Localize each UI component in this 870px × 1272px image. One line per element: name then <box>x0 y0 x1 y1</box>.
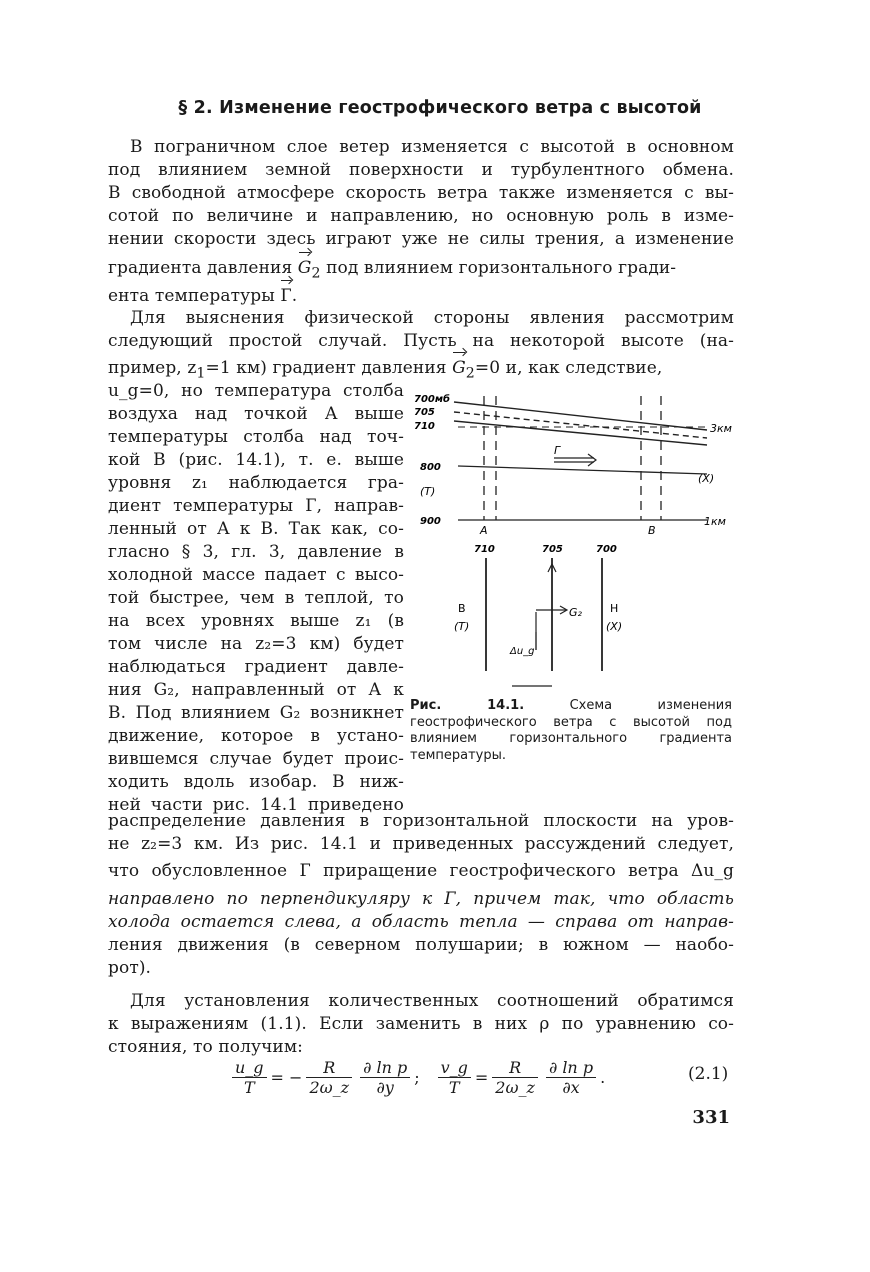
level-label-700: 700мб <box>414 394 451 405</box>
du-label: Δu_g <box>510 646 535 657</box>
fraction <box>546 1058 596 1097</box>
level-label-710: 710 <box>414 421 435 432</box>
numerator: R <box>306 1058 352 1078</box>
caption-text: Схема изменения геострофического ветра с высотой под влиянием горизонтального градиента температуры. <box>410 698 732 763</box>
isobar-700 <box>454 402 707 430</box>
text-line: движение, которое в устано- <box>108 726 404 746</box>
text-line: холода остается слева, а область тепла — справа от направ- <box>108 912 734 932</box>
equals-minus: = − <box>270 1067 303 1087</box>
text-line: том числе на z₂=3 км) будет <box>108 634 404 654</box>
text-line: u_g=0, но температура столба <box>108 381 404 401</box>
region-cold-t: (Т) <box>454 620 470 633</box>
text-line: ния G₂, направленный от А к <box>108 680 404 700</box>
numerator: v_g <box>438 1058 471 1078</box>
subscript: 1 <box>196 365 206 382</box>
numerator: R <box>492 1058 538 1078</box>
vector-gamma: Г <box>280 286 292 306</box>
fraction <box>360 1058 410 1097</box>
text-line: вившемся случае будет проис- <box>108 749 404 769</box>
gamma-arrow-head <box>588 454 596 466</box>
fraction <box>306 1058 352 1097</box>
text-span: . <box>291 286 298 306</box>
level-label-705: 705 <box>414 407 435 418</box>
section-heading: § 2. Изменение геострофического ветра с высотой <box>178 98 702 118</box>
level-label-800: 800 <box>420 462 441 473</box>
vector-g: G <box>452 358 466 378</box>
denominator: T <box>448 1077 460 1097</box>
text-span: пример, z <box>108 358 197 378</box>
figure-caption <box>410 698 732 764</box>
vector-g: G <box>297 258 312 278</box>
text-line: холодной массе падает с высо- <box>108 565 404 585</box>
isobar-710 <box>454 421 707 445</box>
text-span: =0 и, как следствие, <box>474 358 663 378</box>
equation-2-1 <box>228 1052 605 1102</box>
separator: ; <box>414 1067 420 1087</box>
fraction <box>232 1058 267 1097</box>
figure-14-1 <box>412 388 742 693</box>
text-line: что обусловленное Г приращение геострофического ветра Δu_g <box>108 861 734 881</box>
text-span: ента температуры <box>108 286 281 306</box>
text-line <box>108 285 297 307</box>
text-line: той быстрее, чем в теплой, то <box>108 588 404 608</box>
text-line: к выражениям (1.1). Если заменить в них ρ по уравнению со- <box>108 1014 734 1034</box>
text-line: на всех уровнях выше z₁ (в <box>108 611 404 631</box>
text-line: следующий простой случай. Пусть на некоторой высоте (на- <box>108 331 734 351</box>
text-line: гласно § 3, гл. 3, давление в <box>108 542 404 562</box>
text-line: ходить вдоль изобар. В ниж- <box>108 772 404 792</box>
denominator: ∂x <box>562 1077 580 1097</box>
text-line: стояния, то получим: <box>108 1037 304 1057</box>
text-span: =1 км) градиент давления <box>205 358 453 378</box>
text-line: наблюдаться градиент давле- <box>108 657 404 677</box>
g2-label: G₂ <box>569 606 582 619</box>
text-line: В пограничном слое ветер изменяется с высотой в основном <box>130 137 734 157</box>
region-warm-label: Н <box>610 602 619 615</box>
text-line: ления движения (в северном полушарии; в южном — наобо- <box>108 935 734 955</box>
period: . <box>600 1067 606 1087</box>
denominator: ∂y <box>376 1077 394 1097</box>
numerator: ∂ ln p <box>546 1058 596 1078</box>
region-cold-label: В <box>458 602 466 615</box>
subscript: 2 <box>311 265 321 282</box>
text-span: градиента давления <box>108 258 298 278</box>
isobar-value-700: 700 <box>596 544 617 555</box>
text-line: Для установления количественных соотношений обратимся <box>130 991 734 1011</box>
subscript: 2 <box>465 365 475 382</box>
page-number: 331 <box>692 1107 730 1128</box>
fraction <box>492 1058 538 1097</box>
text-line: нении скорости здесь играют уже не силы трения, а изменение <box>108 229 734 249</box>
label-x: (X) <box>698 472 715 485</box>
text-line: диент температуры Г, направ- <box>108 496 404 516</box>
isobar-value-710: 710 <box>474 544 495 555</box>
text-line: температуры столба над точ- <box>108 427 404 447</box>
label-1km: 1км <box>704 515 726 528</box>
text-line: под влиянием земной поверхности и турбулентного обмена. <box>108 160 734 180</box>
level-label-900: 900 <box>420 516 441 527</box>
text-line: ней части рис. 14.1 приведено <box>108 795 404 815</box>
text-line: кой В (рис. 14.1), т. е. выше <box>108 450 404 470</box>
text-line: направлено по перпендикуляру к Г, причем так, что область <box>108 889 734 909</box>
equals: = <box>474 1067 489 1087</box>
text-line: сотой по величине и направлению, но основную роль в изме- <box>108 206 734 226</box>
caption-lead: Рис. 14.1. <box>410 698 525 713</box>
denominator: 2ω_z <box>309 1077 350 1097</box>
fraction <box>438 1058 471 1097</box>
region-warm-x: (Х) <box>606 620 623 633</box>
text-line: воздуха над точкой А выше <box>108 404 404 424</box>
point-b-label: B <box>648 524 656 537</box>
text-span: под влиянием горизонтального гради- <box>320 258 677 278</box>
numerator: ∂ ln p <box>360 1058 410 1078</box>
numerator: u_g <box>232 1058 267 1078</box>
text-line: Для выяснения физической стороны явления рассмотрим <box>130 308 734 328</box>
text-line: ленный от А к В. Так как, со- <box>108 519 404 539</box>
text-line: В. Под влиянием G₂ возникнет <box>108 703 404 723</box>
label-3km: 3км <box>710 422 732 435</box>
text-line: уровня z₁ наблюдается гра- <box>108 473 404 493</box>
text-line: распределение давления в горизонтальной плоскости на уров- <box>108 811 734 831</box>
level-label-t: (T) <box>420 485 436 498</box>
text-line: В свободной атмосфере скорость ветра также изменяется с вы- <box>108 183 734 203</box>
point-a-label: A <box>480 524 488 537</box>
denominator: T <box>243 1077 255 1097</box>
isobar-value-705: 705 <box>542 544 563 555</box>
gamma-label: Г <box>554 444 561 457</box>
text-line <box>108 257 734 284</box>
text-line: не z₂=3 км. Из рис. 14.1 и приведенных рассуждений следует, <box>108 834 734 854</box>
equation-number: (2.1) <box>688 1064 729 1084</box>
text-line: рот). <box>108 958 152 978</box>
denominator: 2ω_z <box>495 1077 535 1097</box>
